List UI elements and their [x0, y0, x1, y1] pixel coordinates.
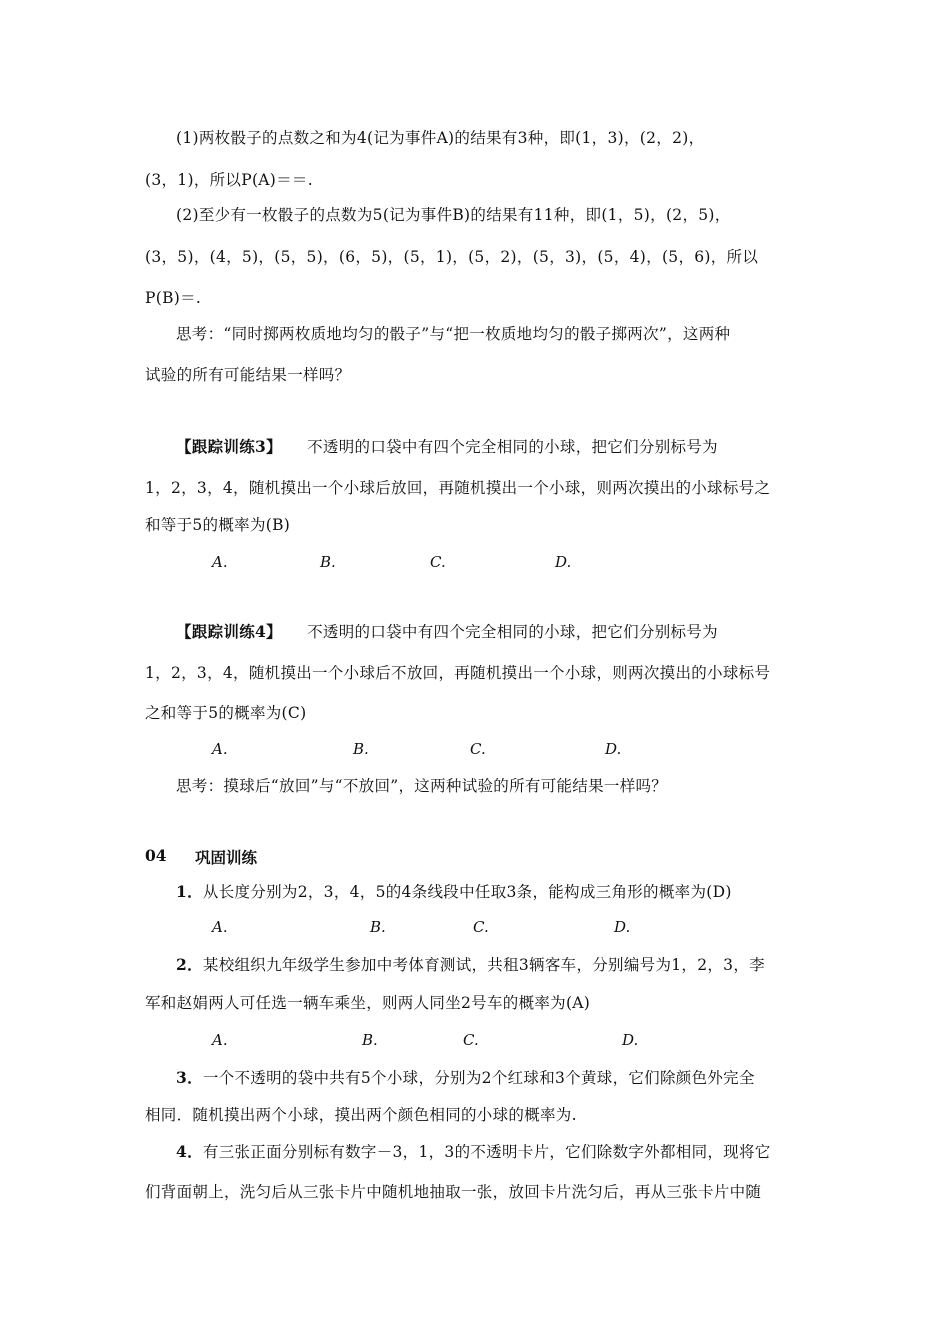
option-d: D.: [622, 1031, 639, 1049]
option-b: B.: [370, 918, 386, 936]
option-b: B.: [362, 1031, 378, 1049]
question-number: 4．: [176, 1142, 203, 1161]
think-line: 思考：摸球后“放回”与“不放回”，这两种试验的所有可能结果一样吗？: [176, 777, 668, 795]
track-training-3-line: [176, 437, 718, 457]
paragraph-line: 们背面朝上，洗匀后从三张卡片中随机地抽取一张，放回卡片洗匀后，再从三张卡片中随: [145, 1183, 762, 1201]
question-text: 一个不透明的袋中共有5个小球，分别为2个红球和3个黄球，它们除颜色外完全: [202, 1069, 755, 1087]
answer-options: [0, 740, 950, 760]
answer-options: [0, 1031, 950, 1051]
option-d: D.: [555, 553, 572, 571]
option-a: A.: [212, 553, 228, 571]
paragraph-line: (2)至少有一枚骰子的点数为5(记为事件B)的结果有11种，即(1，5)，(2，5)，: [176, 206, 731, 224]
option-c: C.: [463, 1031, 479, 1049]
paragraph-line: (3，1)，所以P(A)＝＝.: [145, 171, 313, 189]
question-text: 有三张正面分别标有数字－3，1，3的不透明卡片，它们除数字外都相同，现将它: [202, 1143, 771, 1161]
option-b: B.: [353, 740, 369, 758]
option-c: C.: [470, 740, 486, 758]
paragraph-line: 1，2，3，4，随机摸出一个小球后不放回，再随机摸出一个小球，则两次摸出的小球标号: [145, 664, 771, 682]
track-training-3-text: 不透明的口袋中有四个完全相同的小球，把它们分别标号为: [307, 438, 718, 456]
track-training-4-line: [176, 622, 718, 642]
question-2: [176, 955, 765, 975]
track-training-3-tag: 【跟踪训练3】: [176, 437, 282, 456]
option-a: A.: [212, 1031, 228, 1049]
option-a: A.: [212, 918, 228, 936]
paragraph-line: (3，5)，(4，5)，(5，5)，(6，5)，(5，1)，(5，2)，(5，3)，(5，4)，(5，6)，所以: [145, 248, 759, 266]
paragraph-line: 1，2，3，4，随机摸出一个小球后放回，再随机摸出一个小球，则两次摸出的小球标号之: [145, 479, 771, 497]
paragraph-line: 相同．随机摸出两个小球，摸出两个颜色相同的小球的概率为.: [145, 1106, 577, 1124]
option-a: A.: [212, 740, 228, 758]
answer-options: [0, 553, 950, 573]
question-4: [176, 1142, 771, 1162]
track-training-4-tag: 【跟踪训练4】: [176, 622, 282, 641]
option-c: C.: [473, 918, 489, 936]
question-number: 3．: [176, 1068, 203, 1087]
paragraph-line: (1)两枚骰子的点数之和为4(记为事件A)的结果有3种，即(1，3)，(2，2)，: [176, 129, 705, 147]
answer-options: [0, 918, 950, 938]
option-b: B.: [320, 553, 336, 571]
section-number: 04: [145, 846, 167, 865]
paragraph-line: 军和赵娟两人可任选一辆车乘坐，则两人同坐2号车的概率为(A): [145, 994, 591, 1012]
question-text: 从长度分别为2，3，4，5的4条线段中任取3条，能构成三角形的概率为(D): [202, 883, 732, 901]
question-3: [176, 1068, 755, 1088]
paragraph-line: 之和等于5的概率为(C): [145, 704, 307, 722]
track-training-4-text: 不透明的口袋中有四个完全相同的小球，把它们分别标号为: [307, 623, 718, 641]
question-1: [176, 882, 732, 902]
paragraph-line: 和等于5的概率为(B): [145, 516, 291, 534]
option-d: D.: [605, 740, 622, 758]
option-d: D.: [614, 918, 631, 936]
question-number: 1．: [176, 882, 203, 901]
think-line: 思考：“同时掷两枚质地均匀的骰子”与“把一枚质地均匀的骰子掷两次”，这两种: [176, 325, 731, 343]
paragraph-line: P(B)＝.: [145, 289, 202, 307]
think-line: 试验的所有可能结果一样吗？: [145, 366, 351, 384]
section-title: 巩固训练: [195, 848, 258, 867]
option-c: C.: [430, 553, 446, 571]
question-text: 某校组织九年级学生参加中考体育测试，共租3辆客车，分别编号为1，2，3，李: [202, 956, 765, 974]
question-number: 2．: [176, 955, 203, 974]
